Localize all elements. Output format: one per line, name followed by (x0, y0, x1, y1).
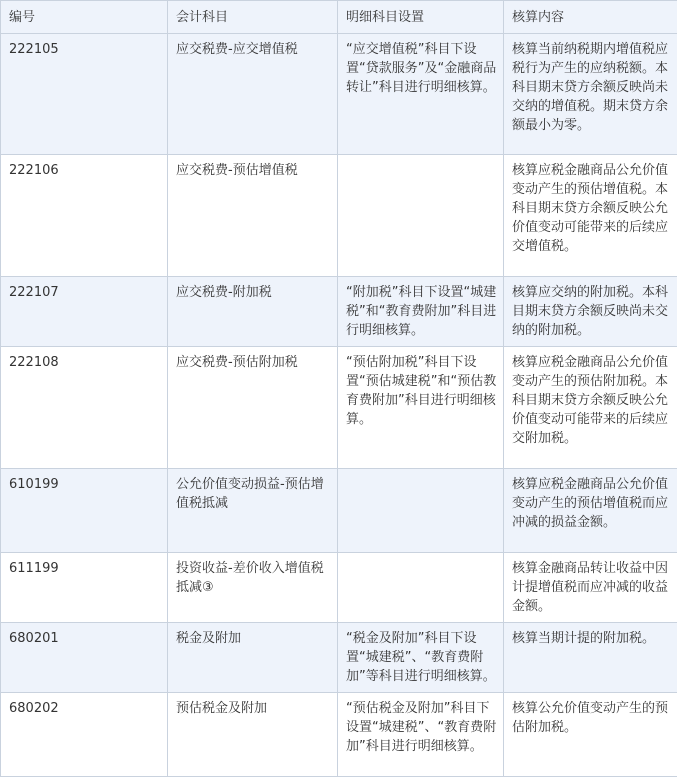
cell-code: 222106 (1, 155, 168, 277)
table-row (1, 34, 677, 155)
cell-content: 核算金融商品转让收益中因计提增值税而应冲减的收益金额。 (504, 553, 677, 623)
cell-account: 投资收益-差价收入增值税抵减③ (168, 553, 338, 623)
cell-code: 222105 (1, 34, 168, 155)
header-account: 会计科目 (168, 1, 338, 34)
cell-content: 核算当前纳税期内增值税应税行为产生的应纳税额。本科目期末贷方余额反映尚未交纳的增值税。期末贷方余额最小为零。 (504, 34, 677, 155)
table-row (1, 155, 677, 277)
cell-content: 核算应税金融商品公允价值变动产生的预估增值税。本科目期末贷方余额反映公允价值变动可能带来的后续应交增值税。 (504, 155, 677, 277)
cell-detail: “应交增值税”科目下设置“贷款服务”及“金融商品转让”科目进行明细核算。 (338, 34, 504, 155)
table-row (1, 469, 677, 553)
cell-content: 核算当期计提的附加税。 (504, 623, 677, 693)
cell-account: 应交税费-应交增值税 (168, 34, 338, 155)
cell-account: 应交税费-附加税 (168, 277, 338, 347)
cell-account: 应交税费-预估附加税 (168, 347, 338, 469)
cell-account: 公允价值变动损益-预估增值税抵减 (168, 469, 338, 553)
cell-code: 222107 (1, 277, 168, 347)
cell-code: 680201 (1, 623, 168, 693)
cell-detail: “预估附加税”科目下设置“预估城建税”和“预估教育费附加”科目进行明细核算。 (338, 347, 504, 469)
cell-content: 核算应税金融商品公允价值变动产生的预估增值税而应冲减的损益金额。 (504, 469, 677, 553)
cell-account: 应交税费-预估增值税 (168, 155, 338, 277)
cell-detail (338, 469, 504, 553)
table-header-row (1, 1, 677, 34)
cell-detail (338, 553, 504, 623)
cell-content: 核算应税金融商品公允价值变动产生的预估附加税。本科目期末贷方余额反映公允价值变动可能带来的后续应交附加税。 (504, 347, 677, 469)
table-row (1, 347, 677, 469)
cell-content: 核算应交纳的附加税。本科目期末贷方余额反映尚未交纳的附加税。 (504, 277, 677, 347)
cell-content: 核算公允价值变动产生的预估附加税。 (504, 693, 677, 777)
cell-detail: “预估税金及附加”科目下设置“城建税”、“教育费附加”科目进行明细核算。 (338, 693, 504, 777)
cell-detail: “附加税”科目下设置“城建税”和“教育费附加”科目进行明细核算。 (338, 277, 504, 347)
cell-detail (338, 155, 504, 277)
table-row (1, 553, 677, 623)
cell-code: 611199 (1, 553, 168, 623)
cell-detail: “税金及附加”科目下设置“城建税”、“教育费附加”等科目进行明细核算。 (338, 623, 504, 693)
table-row (1, 623, 677, 693)
cell-code: 610199 (1, 469, 168, 553)
cell-code: 222108 (1, 347, 168, 469)
header-code: 编号 (1, 1, 168, 34)
cell-code: 680202 (1, 693, 168, 777)
header-detail: 明细科目设置 (338, 1, 504, 34)
table-row (1, 277, 677, 347)
cell-account: 税金及附加 (168, 623, 338, 693)
table-row (1, 693, 677, 777)
cell-account: 预估税金及附加 (168, 693, 338, 777)
header-content: 核算内容 (504, 1, 677, 34)
